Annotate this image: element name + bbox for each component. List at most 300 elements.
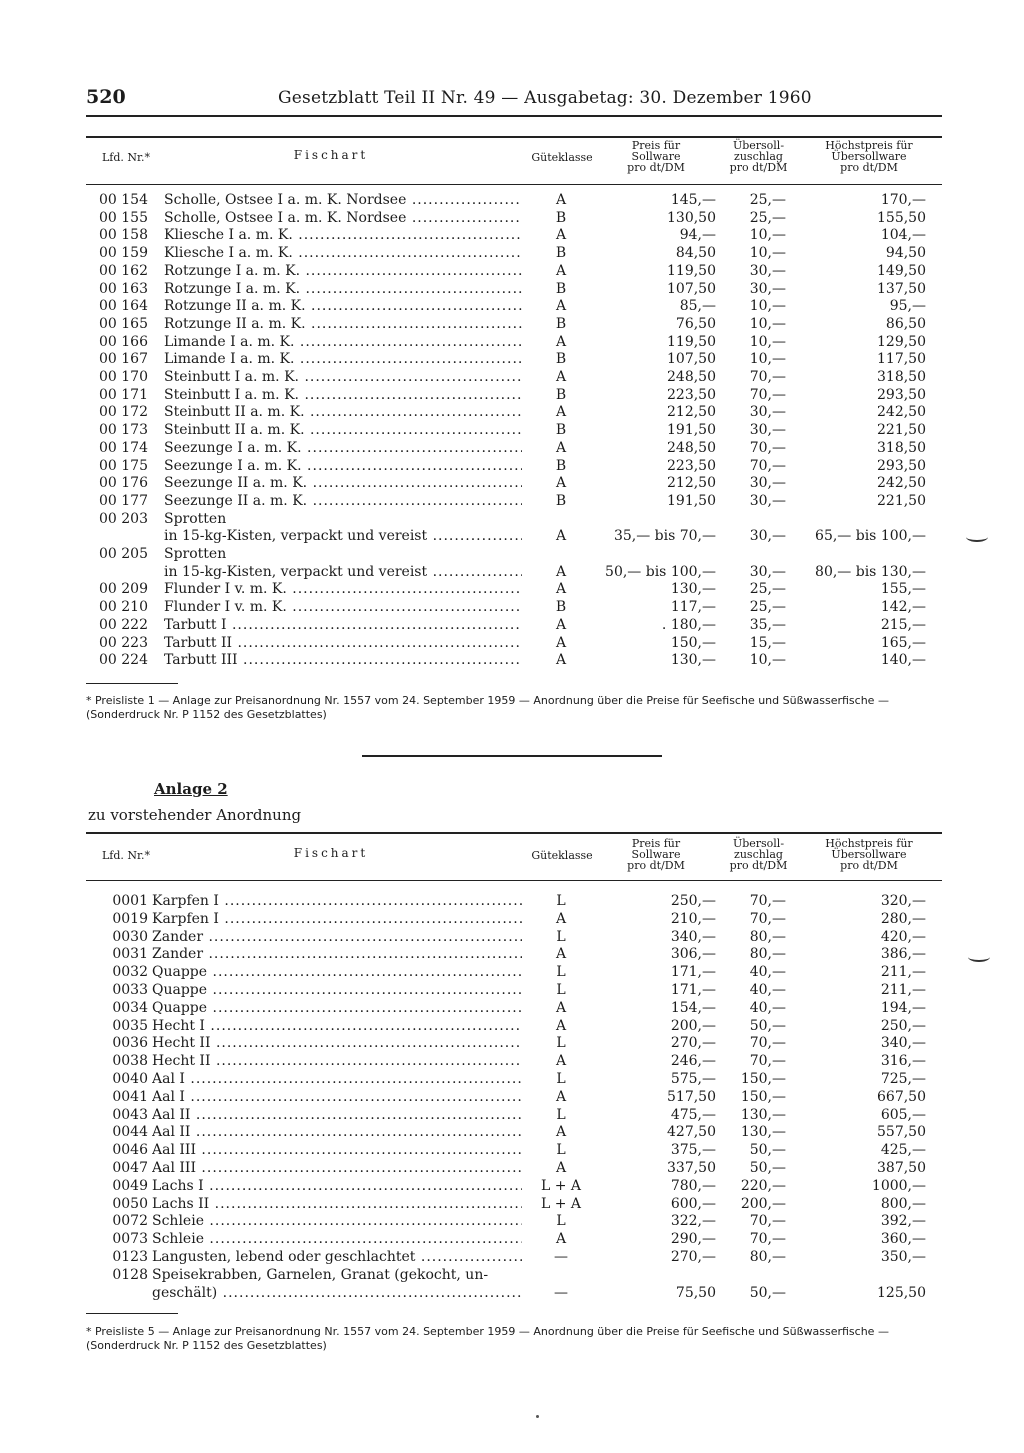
section-divider <box>362 755 662 757</box>
cell-preis-soll: . 180,— <box>661 616 716 633</box>
cell-gueteklasse: A <box>526 263 596 280</box>
cell-preis-soll: 223,50 <box>667 386 716 403</box>
cell-fischart: Kliesche I a. m. K. ..... <box>164 227 522 244</box>
cell-preis-soll: 94,— <box>679 227 716 244</box>
cell-preis-soll: 191,50 <box>667 492 716 509</box>
cell-lfd-nr: 0041 <box>112 1088 148 1105</box>
cell-preis-soll: 223,50 <box>667 457 716 474</box>
cell-lfd-nr: 00 163 <box>99 280 148 297</box>
cell-zuschlag: 35,— <box>749 616 786 633</box>
cell-hoechstpreis: 194,— <box>880 999 926 1016</box>
cell-lfd-nr: 0128 <box>112 1266 148 1283</box>
cell-gueteklasse: A <box>526 1053 596 1070</box>
cell-zuschlag: 70,— <box>749 910 786 927</box>
cell-zuschlag: 30,— <box>749 475 786 492</box>
cell-hoechstpreis: 170,— <box>880 192 926 208</box>
cell-preis-soll: 130,— <box>670 652 716 669</box>
cell-preis-soll: 270,— <box>670 1249 716 1265</box>
cell-gueteklasse: A <box>526 1000 596 1017</box>
cell-hoechstpreis: 293,50 <box>877 457 926 474</box>
cell-lfd-nr: 00 223 <box>99 634 148 651</box>
cell-hoechstpreis: 725,— <box>880 1071 926 1087</box>
cell-zuschlag: 50,— <box>749 1160 786 1176</box>
table-row <box>86 911 942 928</box>
cell-fischart: Hecht II ..... <box>152 1053 522 1070</box>
table-row <box>86 1285 942 1302</box>
cell-zuschlag: 10,— <box>749 351 786 368</box>
cell-gueteklasse: A <box>526 227 596 244</box>
cell-zuschlag: 70,— <box>749 439 786 456</box>
table2-header-rule <box>86 880 942 881</box>
cell-preis-soll: 154,— <box>670 999 716 1016</box>
col-zuschlag-2-line1: Übersoll- <box>732 837 785 850</box>
col-preis-soll-line1: Preis für <box>631 139 681 152</box>
cell-hoechstpreis: 65,— bis 100,— <box>815 528 926 545</box>
cell-zuschlag: 70,— <box>749 1035 786 1052</box>
cell-preis-soll: 84,50 <box>675 245 716 262</box>
cell-gueteklasse: B <box>526 493 596 510</box>
cell-gueteklasse: A <box>526 946 596 963</box>
cell-gueteklasse: A <box>526 475 596 492</box>
cell-fischart: Quappe ..... <box>152 1000 522 1017</box>
table-row <box>86 652 942 669</box>
cell-gueteklasse: — <box>526 1285 596 1302</box>
cell-fischart: Lachs I ..... <box>152 1178 522 1195</box>
table-row <box>86 1142 942 1159</box>
cell-fischart: Zander ..... <box>152 929 522 946</box>
cell-hoechstpreis: 293,50 <box>877 386 926 403</box>
cell-fischart: Aal II ..... <box>152 1107 522 1124</box>
cell-preis-soll: 76,50 <box>675 315 716 332</box>
table-row <box>86 1018 942 1035</box>
cell-preis-soll: 250,— <box>670 893 716 909</box>
cell-hoechstpreis: 140,— <box>880 652 926 669</box>
cell-lfd-nr: 0001 <box>112 893 148 909</box>
table-row <box>86 493 942 510</box>
table-row <box>86 635 942 652</box>
cell-gueteklasse: A <box>526 334 596 351</box>
cell-hoechstpreis: 318,50 <box>877 439 926 456</box>
cell-lfd-nr: 00 210 <box>99 599 148 616</box>
cell-hoechstpreis: 155,— <box>880 581 926 598</box>
cell-lfd-nr: 0038 <box>112 1053 148 1070</box>
col-fischart: Fischart <box>293 148 369 162</box>
col-preis-soll <box>606 140 706 173</box>
cell-hoechstpreis: 360,— <box>880 1231 926 1248</box>
cell-zuschlag: 30,— <box>749 404 786 421</box>
cell-hoechstpreis: 392,— <box>880 1213 926 1230</box>
cell-fischart: Rotzunge I a. m. K. ..... <box>164 281 522 298</box>
table-row <box>86 1035 942 1052</box>
table-row <box>86 1000 942 1017</box>
table2-header <box>86 836 942 880</box>
cell-gueteklasse: A <box>526 369 596 386</box>
cell-zuschlag: 130,— <box>740 1106 786 1123</box>
table-row <box>86 564 942 581</box>
col-zuschlag-line2: zuschlag <box>734 150 783 163</box>
cell-hoechstpreis: 80,— bis 130,— <box>815 563 926 580</box>
cell-zuschlag: 30,— <box>749 262 786 279</box>
col-zuschlag-line3: pro dt/DM <box>729 161 788 174</box>
cell-gueteklasse: L <box>526 1107 596 1124</box>
cell-zuschlag: 10,— <box>749 315 786 332</box>
margin-check-mark <box>966 532 988 542</box>
cell-gueteklasse: L <box>526 1213 596 1230</box>
table-row <box>86 316 942 333</box>
table-row <box>86 599 942 616</box>
table-row <box>86 422 942 439</box>
table-row <box>86 1160 942 1177</box>
cell-lfd-nr: 00 222 <box>99 616 148 633</box>
cell-preis-soll: 191,50 <box>667 422 716 439</box>
cell-lfd-nr: 00 162 <box>99 262 148 279</box>
cell-lfd-nr: 0040 <box>112 1071 148 1087</box>
cell-lfd-nr: 00 172 <box>99 404 148 421</box>
cell-preis-soll: 517,50 <box>667 1088 716 1105</box>
cell-gueteklasse: B <box>526 422 596 439</box>
cell-fischart: Quappe ..... <box>152 982 522 999</box>
cell-preis-soll: 248,50 <box>667 439 716 456</box>
table1-header-rule <box>86 184 942 185</box>
cell-gueteklasse: L + A <box>526 1196 596 1213</box>
cell-hoechstpreis: 386,— <box>880 946 926 963</box>
cell-lfd-nr: 00 175 <box>99 457 148 474</box>
table-row <box>86 581 942 598</box>
cell-hoechstpreis: 250,— <box>880 1017 926 1034</box>
cell-zuschlag: 30,— <box>749 422 786 439</box>
cell-lfd-nr: 00 170 <box>99 369 148 385</box>
table-row <box>86 458 942 475</box>
cell-fischart: Limande I a. m. K. ..... <box>164 334 522 351</box>
table-row <box>86 369 942 386</box>
col-preis-soll-line3: pro dt/DM <box>627 161 685 174</box>
cell-hoechstpreis: 211,— <box>880 964 926 981</box>
cell-gueteklasse: B <box>526 351 596 368</box>
cell-lfd-nr: 00 165 <box>99 315 148 332</box>
cell-fischart: Lachs II ..... <box>152 1196 522 1213</box>
cell-fischart: Aal I ..... <box>152 1089 522 1106</box>
cell-lfd-nr: 00 171 <box>99 386 148 403</box>
table-row <box>86 1267 942 1284</box>
cell-zuschlag: 130,— <box>740 1124 786 1141</box>
table1-body <box>86 192 942 672</box>
cell-fischart: Rotzunge II a. m. K. ..... <box>164 298 522 315</box>
cell-zuschlag: 50,— <box>749 1017 786 1034</box>
cell-gueteklasse: A <box>526 635 596 652</box>
cell-preis-soll: 475,— <box>670 1106 716 1123</box>
col-preis-soll-2-line2: Sollware <box>631 848 681 861</box>
cell-hoechstpreis: 557,50 <box>877 1124 926 1141</box>
cell-fischart: in 15-kg-Kisten, verpackt und vereist ..... <box>164 528 522 545</box>
cell-gueteklasse: — <box>526 1249 596 1266</box>
col-hoechstpreis-2-line2: Übersollware <box>831 848 907 861</box>
cell-fischart: Zander ..... <box>152 946 522 963</box>
cell-fischart: Aal I ..... <box>152 1071 522 1088</box>
cell-gueteklasse: A <box>526 1231 596 1248</box>
cell-hoechstpreis: 137,50 <box>877 280 926 297</box>
cell-preis-soll: 75,50 <box>675 1284 716 1301</box>
cell-zuschlag: 50,— <box>749 1284 786 1301</box>
cell-lfd-nr: 00 167 <box>99 351 148 368</box>
cell-zuschlag: 80,— <box>749 928 786 945</box>
table-row <box>86 528 942 545</box>
cell-fischart: Steinbutt I a. m. K. ..... <box>164 369 522 386</box>
table2-body <box>86 893 942 1303</box>
cell-lfd-nr: 0049 <box>112 1177 148 1194</box>
cell-lfd-nr: 0034 <box>112 999 148 1016</box>
cell-lfd-nr: 00 173 <box>99 422 148 439</box>
cell-zuschlag: 10,— <box>749 298 786 315</box>
cell-hoechstpreis: 316,— <box>880 1053 926 1070</box>
cell-gueteklasse: A <box>526 1160 596 1177</box>
cell-lfd-nr: 00 159 <box>99 245 148 262</box>
cell-fischart: Seezunge I a. m. K. ..... <box>164 440 522 457</box>
cell-gueteklasse: A <box>526 298 596 315</box>
col-hoechstpreis-line2: Übersollware <box>831 150 907 163</box>
cell-gueteklasse: A <box>526 528 596 545</box>
cell-gueteklasse: L <box>526 929 596 946</box>
cell-gueteklasse: A <box>526 911 596 928</box>
cell-preis-soll: 246,— <box>670 1053 716 1070</box>
cell-preis-soll: 171,— <box>670 964 716 981</box>
col-hoechstpreis-2 <box>804 838 934 871</box>
table-row <box>86 404 942 421</box>
cell-gueteklasse: A <box>526 581 596 598</box>
cell-gueteklasse: A <box>526 1089 596 1106</box>
cell-fischart: Steinbutt I a. m. K. ..... <box>164 387 522 404</box>
cell-hoechstpreis: 95,— <box>889 298 926 315</box>
cell-lfd-nr: 00 158 <box>99 227 148 244</box>
cell-preis-soll: 107,50 <box>667 351 716 368</box>
cell-preis-soll: 575,— <box>670 1071 716 1087</box>
cell-preis-soll: 212,50 <box>667 404 716 421</box>
cell-fischart: Steinbutt II a. m. K. ..... <box>164 404 522 421</box>
cell-lfd-nr: 0043 <box>112 1106 148 1123</box>
cell-zuschlag: 25,— <box>749 192 786 208</box>
cell-gueteklasse: A <box>526 652 596 669</box>
cell-fischart: Karpfen I ..... <box>152 893 522 910</box>
cell-gueteklasse: A <box>526 440 596 457</box>
cell-lfd-nr: 00 203 <box>99 510 148 527</box>
cell-hoechstpreis: 142,— <box>880 599 926 616</box>
cell-preis-soll: 780,— <box>670 1177 716 1194</box>
table-row <box>86 982 942 999</box>
cell-fischart: Rotzunge I a. m. K. ..... <box>164 263 522 280</box>
cell-hoechstpreis: 221,50 <box>877 422 926 439</box>
cell-preis-soll: 375,— <box>670 1142 716 1159</box>
col-preis-soll-2-line1: Preis für <box>631 837 681 850</box>
cell-fischart: Langusten, lebend oder geschlachtet ..... <box>152 1249 522 1266</box>
cell-fischart: Tarbutt II ..... <box>164 635 522 652</box>
col-zuschlag <box>711 140 806 173</box>
cell-preis-soll: 171,— <box>670 982 716 998</box>
col-hoechstpreis-line1: Höchstpreis für <box>825 139 913 152</box>
table-row <box>86 281 942 298</box>
cell-fischart: Seezunge II a. m. K. ..... <box>164 493 522 510</box>
cell-fischart: Quappe ..... <box>152 964 522 981</box>
anlage-subtitle: zu vorstehender Anordnung <box>88 806 302 824</box>
cell-gueteklasse: A <box>526 1018 596 1035</box>
cell-lfd-nr: 00 155 <box>99 209 148 226</box>
cell-lfd-nr: 0031 <box>112 946 148 963</box>
cell-fischart: Scholle, Ostsee I a. m. K. Nordsee ..... <box>164 210 522 227</box>
cell-lfd-nr: 0050 <box>112 1195 148 1212</box>
table-row <box>86 1178 942 1195</box>
cell-fischart: Speisekrabben, Garnelen, Granat (gekocht, un- <box>152 1266 489 1283</box>
cell-hoechstpreis: 387,50 <box>877 1160 926 1176</box>
cell-fischart: Flunder I v. m. K. ..... <box>164 599 522 616</box>
footnote-2: * Preisliste 5 — Anlage zur Preisanordnung Nr. 1557 vom 24. September 1959 — Anordnung über die Preise für Seefische und Süßwasserfische — (Sonderdruck Nr. P 1152 des Gesetzblattes) <box>86 1325 889 1352</box>
cell-lfd-nr: 0073 <box>112 1231 148 1248</box>
cell-lfd-nr: 0072 <box>112 1213 148 1230</box>
cell-fischart: Schleie ..... <box>152 1231 522 1248</box>
cell-fischart: Aal II ..... <box>152 1124 522 1141</box>
col-zuschlag-2 <box>711 838 806 871</box>
cell-lfd-nr: 00 224 <box>99 652 148 669</box>
table-row <box>86 946 942 963</box>
cell-preis-soll: 35,— bis 70,— <box>613 528 716 545</box>
cell-gueteklasse: A <box>526 564 596 581</box>
cell-preis-soll: 340,— <box>670 928 716 945</box>
table-row <box>86 617 942 634</box>
cell-hoechstpreis: 94,50 <box>885 245 926 262</box>
cell-gueteklasse: A <box>526 1124 596 1141</box>
cell-fischart: Flunder I v. m. K. ..... <box>164 581 522 598</box>
cell-fischart: Seezunge I a. m. K. ..... <box>164 458 522 475</box>
table2-bottom-rule <box>86 1313 178 1314</box>
cell-preis-soll: 85,— <box>679 298 716 315</box>
cell-lfd-nr: 0033 <box>112 982 148 998</box>
cell-zuschlag: 70,— <box>749 369 786 385</box>
col-zuschlag-line1: Übersoll- <box>732 139 785 152</box>
table-row <box>86 263 942 280</box>
table-row <box>86 929 942 946</box>
cell-lfd-nr: 00 174 <box>99 439 148 456</box>
cell-zuschlag: 30,— <box>749 528 786 545</box>
cell-hoechstpreis: 117,50 <box>877 351 926 368</box>
cell-lfd-nr: 00 176 <box>99 475 148 492</box>
cell-hoechstpreis: 104,— <box>880 227 926 244</box>
table-row <box>86 440 942 457</box>
cell-zuschlag: 70,— <box>749 457 786 474</box>
cell-hoechstpreis: 667,50 <box>877 1088 926 1105</box>
cell-hoechstpreis: 215,— <box>880 616 926 633</box>
page-header-title: Gesetzblatt Teil II Nr. 49 — Ausgabetag: 30. Dezember 1960 <box>278 88 812 108</box>
table-row <box>86 351 942 368</box>
cell-zuschlag: 220,— <box>740 1177 786 1194</box>
table-row <box>86 511 942 528</box>
cell-preis-soll: 50,— bis 100,— <box>605 563 716 580</box>
cell-zuschlag: 30,— <box>749 280 786 297</box>
cell-fischart: Hecht I ..... <box>152 1018 522 1035</box>
table-row <box>86 475 942 492</box>
table-row <box>86 893 942 910</box>
table-row <box>86 387 942 404</box>
cell-preis-soll: 270,— <box>670 1035 716 1052</box>
cell-preis-soll: 210,— <box>670 910 716 927</box>
cell-preis-soll: 248,50 <box>667 369 716 385</box>
table-row <box>86 1231 942 1248</box>
cell-hoechstpreis: 125,50 <box>877 1284 926 1301</box>
table-row <box>86 227 942 244</box>
cell-hoechstpreis: 1000,— <box>871 1177 926 1194</box>
cell-hoechstpreis: 350,— <box>880 1249 926 1265</box>
table1-top-rule <box>86 136 942 138</box>
table-row <box>86 1053 942 1070</box>
cell-lfd-nr: 00 205 <box>99 546 148 562</box>
cell-gueteklasse: B <box>526 245 596 262</box>
cell-fischart: Steinbutt II a. m. K. ..... <box>164 422 522 439</box>
cell-gueteklasse: L <box>526 1071 596 1088</box>
cell-preis-soll: 145,— <box>670 192 716 208</box>
cell-hoechstpreis: 320,— <box>880 893 926 909</box>
col-hoechstpreis-line3: pro dt/DM <box>840 161 898 174</box>
cell-preis-soll: 119,50 <box>667 333 716 350</box>
cell-fischart: geschält) ..... <box>152 1285 522 1302</box>
cell-zuschlag: 40,— <box>749 964 786 981</box>
cell-hoechstpreis: 605,— <box>880 1106 926 1123</box>
cell-lfd-nr: 0036 <box>112 1035 148 1052</box>
cell-zuschlag: 30,— <box>749 492 786 509</box>
table-row <box>86 245 942 262</box>
cell-zuschlag: 40,— <box>749 982 786 998</box>
cell-lfd-nr: 00 177 <box>99 492 148 509</box>
cell-fischart: Hecht II ..... <box>152 1035 522 1052</box>
cell-gueteklasse: B <box>526 387 596 404</box>
col-zuschlag-2-line2: zuschlag <box>734 848 783 861</box>
col-hoechstpreis <box>804 140 934 173</box>
cell-preis-soll: 322,— <box>670 1213 716 1230</box>
cell-hoechstpreis: 340,— <box>880 1035 926 1052</box>
table-row <box>86 1071 942 1088</box>
table-row <box>86 1213 942 1230</box>
table1-header <box>86 140 942 184</box>
cell-fischart: Schleie ..... <box>152 1213 522 1230</box>
table-row <box>86 298 942 315</box>
cell-gueteklasse: L <box>526 1142 596 1159</box>
cell-zuschlag: 50,— <box>749 1142 786 1159</box>
cell-hoechstpreis: 242,50 <box>877 404 926 421</box>
cell-zuschlag: 25,— <box>749 599 786 616</box>
cell-lfd-nr: 0030 <box>112 928 148 945</box>
cell-hoechstpreis: 425,— <box>880 1142 926 1159</box>
cell-hoechstpreis: 155,50 <box>877 209 926 226</box>
cell-fischart: Tarbutt III ..... <box>164 652 522 669</box>
cell-preis-soll: 200,— <box>670 1017 716 1034</box>
col-zuschlag-2-line3: pro dt/DM <box>729 859 788 872</box>
cell-lfd-nr: 0044 <box>112 1124 148 1141</box>
anlage-title: Anlage 2 <box>154 780 228 798</box>
cell-hoechstpreis: 165,— <box>880 634 926 651</box>
page-speck <box>536 1415 539 1418</box>
cell-lfd-nr: 00 166 <box>99 333 148 350</box>
cell-fischart: Limande I a. m. K. ..... <box>164 351 522 368</box>
cell-preis-soll: 150,— <box>670 634 716 651</box>
cell-hoechstpreis: 86,50 <box>885 315 926 332</box>
cell-gueteklasse: B <box>526 210 596 227</box>
cell-gueteklasse: B <box>526 458 596 475</box>
cell-hoechstpreis: 420,— <box>880 928 926 945</box>
cell-fischart: Sprotten <box>164 510 227 527</box>
cell-preis-soll: 290,— <box>670 1231 716 1248</box>
cell-gueteklasse: L <box>526 982 596 999</box>
col-preis-soll-line2: Sollware <box>631 150 681 163</box>
col-fischart-2: Fischart <box>293 846 369 860</box>
table-row <box>86 1107 942 1124</box>
cell-zuschlag: 10,— <box>749 227 786 244</box>
cell-zuschlag: 70,— <box>749 893 786 909</box>
cell-fischart: Scholle, Ostsee I a. m. K. Nordsee ..... <box>164 192 522 209</box>
